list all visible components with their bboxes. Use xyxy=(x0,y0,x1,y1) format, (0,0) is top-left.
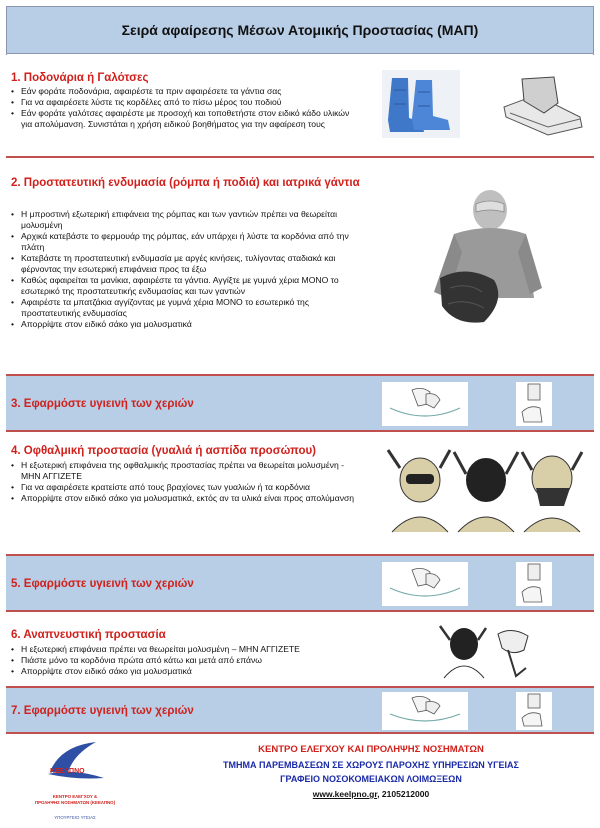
section-hand-hygiene-3 xyxy=(6,376,594,432)
section-5-title: 5. Εφαρμόστε υγιεινή των χεριών xyxy=(11,578,194,590)
phone-number: , 2105212000 xyxy=(377,789,430,799)
footer-office: ΓΡΑΦΕΙΟ ΝΟΣΟΚΟΜΕΙΑΚΩΝ ΛΟΙΜΩΞΕΩΝ xyxy=(280,774,462,784)
section-hand-hygiene-5 xyxy=(6,556,594,612)
list-item: • Πιάστε μόνο τα κορδόνια πρώτα από κάτω και μετά από επάνω xyxy=(11,655,356,666)
list-item: • Για να αφαιρέσετε κρατείστε από τους βραχίονες των γυαλιών ή τα κορδόνια xyxy=(11,482,356,493)
list-item: • Απορρίψτε στον ειδικό σάκο για μολυσματικά xyxy=(11,666,356,677)
handwash-sink-icon xyxy=(382,692,468,730)
list-item: • Εάν φοράτε ποδονάρια, αφαιρέστε τα πριν αφαιρέσετε τα γάντια σας xyxy=(11,86,356,97)
boot-remover-drawing xyxy=(498,69,588,139)
list-item: • Για να αφαιρέσετε λύστε τις κορδέλες από το πίσω μέρος του ποδιού xyxy=(11,97,356,108)
section-respiratory-protection xyxy=(6,612,594,688)
section-eye-protection xyxy=(6,432,594,556)
section-4-title: 4. Οφθαλμική προστασία (γυαλιά ή ασπίδα προσώπου) xyxy=(11,445,316,457)
section-protective-clothing xyxy=(6,158,594,376)
list-item: • Εάν φοράτε γαλότσες αφαιρέστε με προσοχή και τοποθετήστε στον ειδικό κάδο υλικών για απολύμανση. Συνιστάται η χρήση ειδικού βοηθήματος για την αφαίρεση τους xyxy=(11,108,356,130)
logo-subtitle xyxy=(20,794,130,806)
gown-removal-illustration xyxy=(426,188,546,328)
section-2-title: 2. Προστατευτική ενδυμασία (ρόμπα ή ποδιά) και ιατρικά γάντια xyxy=(11,177,360,189)
section-1-title: 1. Ποδονάρια ή Γαλότσες xyxy=(11,72,149,84)
keelpno-logo xyxy=(20,738,130,823)
handwash-sink-icon xyxy=(382,562,468,606)
list-item: • Κατεβάστε τη προστατευτική ενδυμασία με αργές κινήσεις, τυλίγοντας σταδιακά και φέρνοντας την εσωτερική επιφάνεια προς τα έξω xyxy=(11,253,356,275)
logo-name: ΚΕΕΛΠΝΟ xyxy=(50,768,85,775)
website-link[interactable]: www.keelpno.gr xyxy=(312,789,378,799)
list-item: • Η μπροστινή εξωτερική επιφάνεια της ρόμπας και των γαντιών πρέπει να θεωρείται μολυσμένη xyxy=(11,209,356,231)
logo-subtitle-line: ΠΡΟΛΗΨΗΣ ΝΟΣΗΜΑΤΩΝ (ΚΕΕΛΠΝΟ) xyxy=(34,800,116,805)
poster-title: Σειρά αφαίρεσης Μέσων Ατομικής Προστασίας (ΜΑΠ) xyxy=(121,22,479,38)
section-shoe-covers xyxy=(6,55,594,158)
ministry-label: ΥΠΟΥΡΓΕΙΟ ΥΓΕΙΑΣ xyxy=(54,815,96,820)
footer-org-name: ΚΕΝΤΡΟ ΕΛΕΓΧΟΥ ΚΑΙ ΠΡΟΛΗΨΗΣ ΝΟΣΗΜΑΤΩΝ xyxy=(258,744,484,755)
footer xyxy=(6,734,594,823)
section-6-title: 6. Αναπνευστική προστασία xyxy=(11,629,166,641)
respirator-removal-illustration xyxy=(436,620,536,680)
logo-subtitle-line: ΚΕΝΤΡΟ ΕΛΕΓΧΟΥ & xyxy=(52,794,98,799)
soap-dispenser-icon xyxy=(516,562,552,606)
handwash-sink-icon xyxy=(382,382,468,426)
list-item: • Η εξωτερική επιφάνεια της οφθαλμικής προστασίας πρέπει να θεωρείται μολυσμένη - ΜΗΝ ΑΓΓΙΖΕΤΕ xyxy=(11,460,356,482)
section-2-bullets xyxy=(11,209,356,330)
list-item: • Απορρίψτε στον ειδικό σάκο για μολυσματικά xyxy=(11,319,356,330)
section-7-title: 7. Εφαρμόστε υγιεινή των χεριών xyxy=(11,705,194,717)
section-4-bullets xyxy=(11,460,356,504)
section-3-title: 3. Εφαρμόστε υγιεινή των χεριών xyxy=(11,398,194,410)
footer-contact xyxy=(156,789,586,799)
list-item: • Απορρίψτε στον ειδικό σάκο για μολυσματικά, εκτός αν τα υλικά είναι προς απολύμανση xyxy=(11,493,356,504)
soap-dispenser-icon xyxy=(516,692,552,730)
footer-department: ΤΜΗΜΑ ΠΑΡΕΜΒΑΣΕΩΝ ΣΕ ΧΩΡΟΥΣ ΠΑΡΟΧΗΣ ΥΠΗΡΕΣΙΩΝ ΥΓΕΙΑΣ xyxy=(223,760,519,770)
section-hand-hygiene-7 xyxy=(6,688,594,734)
list-item: • Καθώς αφαιρείται τα μανίκια, αφαιρέστε τα γάντια. Αγγίξτε με γυμνά χέρια ΜΟΝΟ το εσωτερικό της προστατευτικής ενδυμασίας και των γαντιών xyxy=(11,275,356,297)
list-item: • Αρχικά κατεβάστε το φερμουάρ της ρόμπας, εάν υπάρχει ή λύστε τα κορδόνια από την πλάτη xyxy=(11,231,356,253)
list-item: • Αφαιρέστε τα μπατζάκια αγγίζοντας με γυμνά χέρια ΜΟΝΟ το εσωτερικό της προστατευτικής ενδυμασίας xyxy=(11,297,356,319)
list-item: • Η εξωτερική επιφάνεια πρέπει να θεωρείται μολυσμένη – ΜΗΝ ΑΓΓΙΖΕΤΕ xyxy=(11,644,356,655)
section-1-bullets xyxy=(11,86,356,130)
soap-dispenser-icon xyxy=(516,382,552,426)
section-6-bullets xyxy=(11,644,356,677)
shoe-covers-photo xyxy=(382,70,460,138)
poster-title-bar xyxy=(6,6,594,54)
goggles-removal-illustration xyxy=(386,444,586,534)
